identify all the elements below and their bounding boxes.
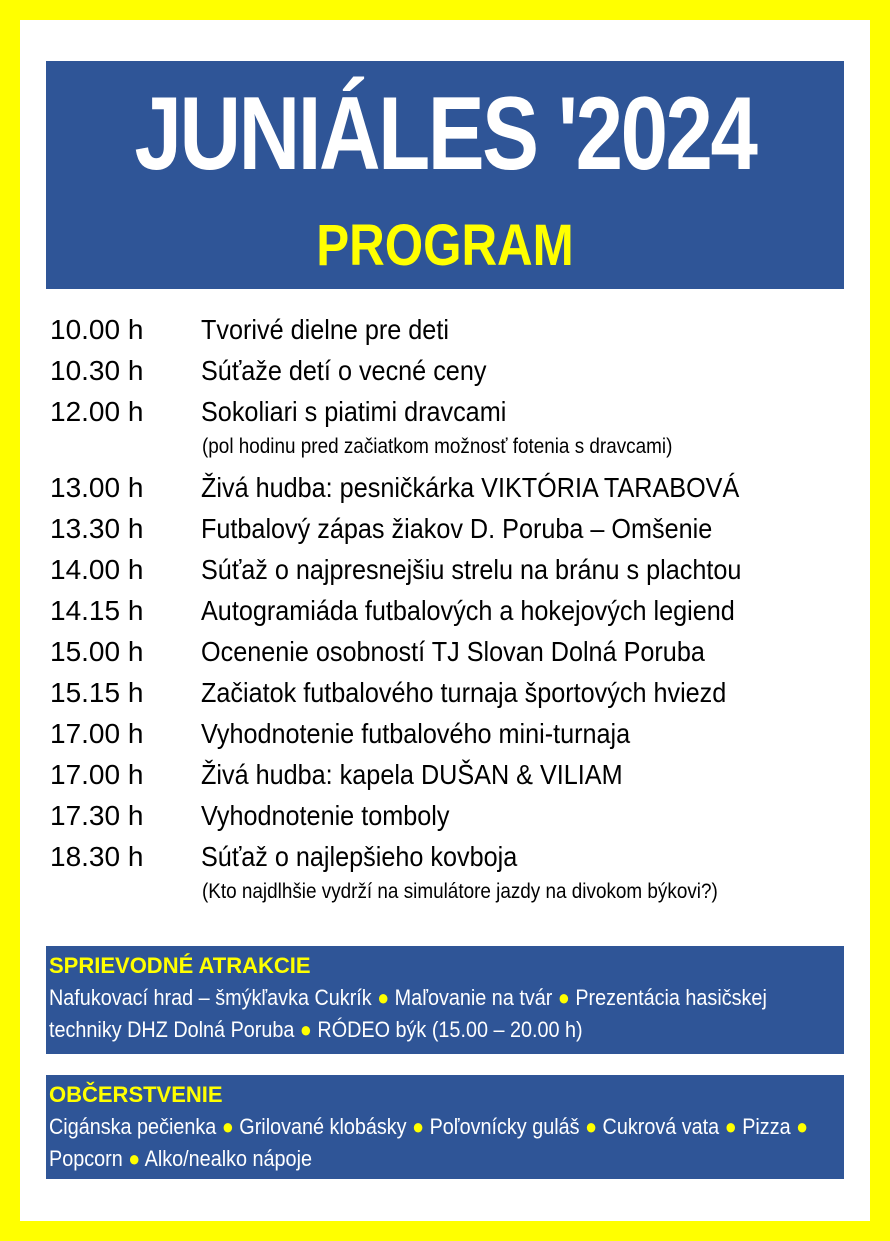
program-note-text: (pol hodinu pred začiatkom možnosť fotenia s dravcami): [202, 435, 673, 458]
program-item: [50, 509, 850, 550]
program-text: Živá hudba: pesničkárka VIKTÓRIA TARABOVÁ: [201, 472, 740, 503]
refreshments-box: [46, 1075, 844, 1179]
attractions-box: [46, 946, 844, 1054]
attraction-item: RÓDEO býk (15.00 – 20.00 h): [317, 1017, 583, 1042]
program-item: [50, 392, 850, 433]
program-time: 13.30 h: [50, 513, 144, 544]
program-time: 12.00 h: [50, 396, 144, 427]
refreshment-item: Alko/nealko nápoje: [144, 1146, 312, 1171]
program-item: [50, 351, 850, 392]
bullet-icon: ●: [796, 1114, 809, 1139]
program-time: 18.30 h: [50, 841, 144, 872]
program-heading: PROGRAM: [316, 213, 574, 278]
poster-sheet: [20, 20, 870, 1221]
program-item: [50, 468, 850, 509]
program-item: [50, 755, 850, 796]
program-item: [50, 591, 850, 632]
program-time: 10.00 h: [50, 314, 144, 345]
event-title: JUNIÁLES '2024: [134, 76, 756, 192]
program-text: Živá hudba: kapela DUŠAN & VILIAM: [201, 759, 623, 790]
program-time: 17.30 h: [50, 800, 144, 831]
program-item: [50, 673, 850, 714]
bullet-icon: ●: [724, 1114, 737, 1139]
program-item: [50, 550, 850, 591]
program-text: Súťaže detí o vecné ceny: [201, 355, 487, 386]
program-item: [50, 310, 850, 351]
program-time: 10.30 h: [50, 355, 144, 386]
attraction-item: Prezentácia hasičskej techniky DHZ Dolná Poruba: [49, 985, 767, 1042]
program-text: Futbalový zápas žiakov D. Poruba – Omšenie: [201, 513, 713, 544]
bullet-icon: ●: [585, 1114, 598, 1139]
attraction-item: Maľovanie na tvár: [394, 985, 553, 1010]
program-note: [50, 878, 850, 913]
program-text: Vyhodnotenie tomboly: [201, 800, 450, 831]
refreshments-text: [49, 1111, 841, 1175]
program-time: 13.00 h: [50, 472, 144, 503]
refreshments-heading: OBČERSTVENIE: [49, 1082, 223, 1107]
program-item: [50, 837, 850, 878]
program-time: 15.00 h: [50, 636, 144, 667]
program-text: Ocenenie osobností TJ Slovan Dolná Poruba: [201, 636, 705, 667]
attractions-text: [49, 982, 841, 1046]
program-text: Autogramiáda futbalových a hokejových legiend: [201, 595, 735, 626]
program-note: [50, 433, 850, 468]
refreshment-item: Cukrová vata: [602, 1114, 720, 1139]
program-time: 17.00 h: [50, 718, 144, 749]
attraction-item: Nafukovací hrad – šmýkľavka Cukrík: [49, 985, 372, 1010]
program-time: 17.00 h: [50, 759, 144, 790]
program-text: Súťaž o najlepšieho kovboja: [201, 841, 518, 872]
bullet-icon: ●: [557, 985, 570, 1010]
refreshment-item: Popcorn: [49, 1146, 123, 1171]
refreshment-item: Pizza: [742, 1114, 791, 1139]
bullet-icon: ●: [128, 1146, 141, 1171]
refreshment-item: Cigánska pečienka: [49, 1114, 217, 1139]
program-time: 15.15 h: [50, 677, 144, 708]
program-item: [50, 796, 850, 837]
program-text: Súťaž o najpresnejšiu strelu na bránu s plachtou: [201, 554, 742, 585]
attractions-heading: SPRIEVODNÉ ATRAKCIE: [49, 953, 311, 978]
bullet-icon: ●: [412, 1114, 425, 1139]
bullet-icon: ●: [221, 1114, 234, 1139]
refreshment-item: Grilované klobásky: [239, 1114, 407, 1139]
program-text: Vyhodnotenie futbalového mini-turnaja: [201, 718, 631, 749]
program-item: [50, 632, 850, 673]
program-note-text: (Kto najdlhšie vydrží na simulátore jazdy na divokom býkovi?): [202, 880, 718, 903]
header-banner: [46, 61, 844, 289]
bullet-icon: ●: [377, 985, 390, 1010]
refreshment-item: Poľovnícky guláš: [429, 1114, 580, 1139]
program-time: 14.15 h: [50, 595, 144, 626]
program-item: [50, 714, 850, 755]
program-text: Tvorivé dielne pre deti: [201, 314, 449, 345]
program-text: Začiatok futbalového turnaja športových hviezd: [201, 677, 727, 708]
program-list: [50, 310, 850, 913]
bullet-icon: ●: [299, 1017, 312, 1042]
program-time: 14.00 h: [50, 554, 144, 585]
program-text: Sokoliari s piatimi dravcami: [201, 396, 507, 427]
